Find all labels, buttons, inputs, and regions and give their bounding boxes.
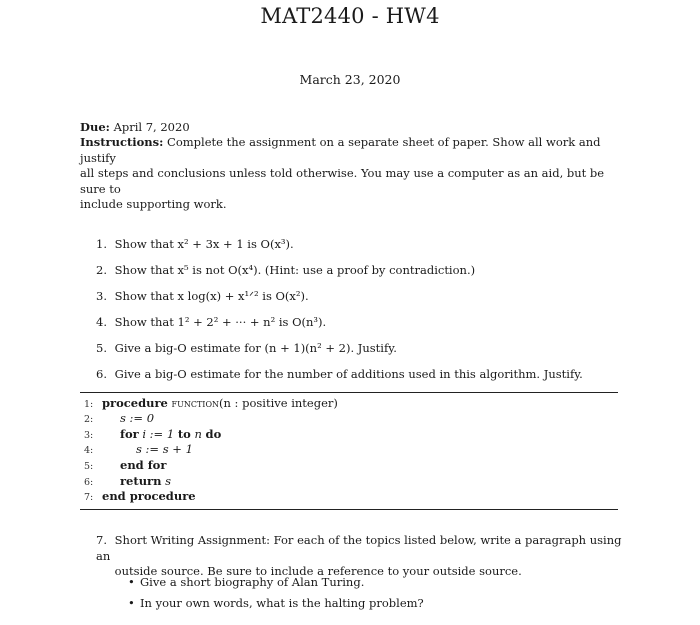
document-title: MAT2440 - HW4 (260, 4, 440, 28)
problem-text: Show that x² + 3x + 1 is O(x³). (114, 237, 294, 251)
algo-keyword: do (205, 427, 222, 441)
problem-4 (96, 315, 626, 331)
problem-text: Show that 1² + 2² + ··· + n² is O(n³). (114, 315, 327, 329)
instructions-line-1: Complete the assignment on a separate sheet of paper. Show all work and justify (80, 135, 601, 165)
bullet-icon: • (128, 575, 135, 589)
problem-7-line-2: outside source. Be sure to include a reference to your outside source. (114, 564, 522, 578)
algo-line-1 (102, 396, 338, 412)
problem-1 (96, 237, 626, 253)
bullet-icon: • (128, 596, 135, 610)
algo-line-7: end procedure (102, 489, 196, 503)
algo-line-5: end for (120, 458, 167, 472)
instructions-label: Instructions: (80, 135, 164, 149)
problem-6 (96, 367, 626, 383)
problem-number: 2. (96, 263, 107, 277)
problem-number: 3. (96, 289, 107, 303)
algo-text: (n : positive integer) (219, 396, 338, 410)
due-line (80, 120, 620, 136)
instructions-block (80, 135, 620, 213)
bullet-text: Give a short biography of Alan Turing. (140, 575, 365, 589)
algorithm-top-rule (80, 392, 618, 393)
document-date: March 23, 2020 (299, 72, 401, 87)
due-label: Due: (80, 120, 110, 134)
line-number: 3: (84, 430, 94, 441)
bullet-item (128, 575, 364, 589)
problem-text: Give a big-O estimate for (n + 1)(n² + 2). Justify. (114, 341, 397, 355)
line-number: 4: (84, 445, 94, 456)
line-number: 6: (84, 477, 94, 488)
problem-5 (96, 341, 626, 357)
problem-7-line-1: Short Writing Assignment: For each of the topics listed below, write a paragraph using an (96, 533, 622, 563)
problem-number: 1. (96, 237, 107, 251)
algo-function-keyword: function (171, 396, 219, 410)
instructions-line-2: all steps and conclusions unless told otherwise. You may use a computer as an aid, but be sure to (80, 166, 605, 196)
bullet-item (128, 596, 424, 610)
problem-number: 6. (96, 367, 107, 381)
algo-keyword: return (120, 474, 162, 488)
algo-line-2: s := 0 (120, 411, 155, 425)
algo-text: n (190, 427, 206, 441)
algo-line-3 (120, 427, 221, 443)
algo-keyword: procedure (102, 396, 168, 410)
algo-text: s (161, 474, 172, 488)
algo-keyword: for (120, 427, 139, 441)
line-number: 5: (84, 461, 94, 472)
problem-number: 4. (96, 315, 107, 329)
line-number: 7: (84, 492, 94, 503)
problem-7 (96, 533, 626, 580)
line-number: 2: (84, 414, 94, 425)
problem-3 (96, 289, 626, 305)
problem-number: 7. (96, 533, 107, 547)
problem-text: Show that x⁵ is not O(x⁴). (Hint: use a proof by contradiction.) (114, 263, 476, 277)
algo-keyword: to (177, 427, 191, 441)
bullet-text: In your own words, what is the halting problem? (140, 596, 424, 610)
line-number: 1: (84, 399, 94, 410)
algo-text: i := 1 (138, 427, 178, 441)
problem-number: 5. (96, 341, 107, 355)
algo-line-6 (120, 474, 171, 490)
problem-text: Show that x log(x) + x¹ᐟ² is O(x²). (114, 289, 309, 303)
problem-text: Give a big-O estimate for the number of additions used in this algorithm. Justify. (114, 367, 583, 381)
algo-line-4: s := s + 1 (136, 442, 193, 456)
instructions-line-3: include supporting work. (80, 197, 227, 211)
due-value: April 7, 2020 (113, 120, 190, 134)
algorithm-bottom-rule (80, 509, 618, 510)
problem-2 (96, 263, 626, 279)
